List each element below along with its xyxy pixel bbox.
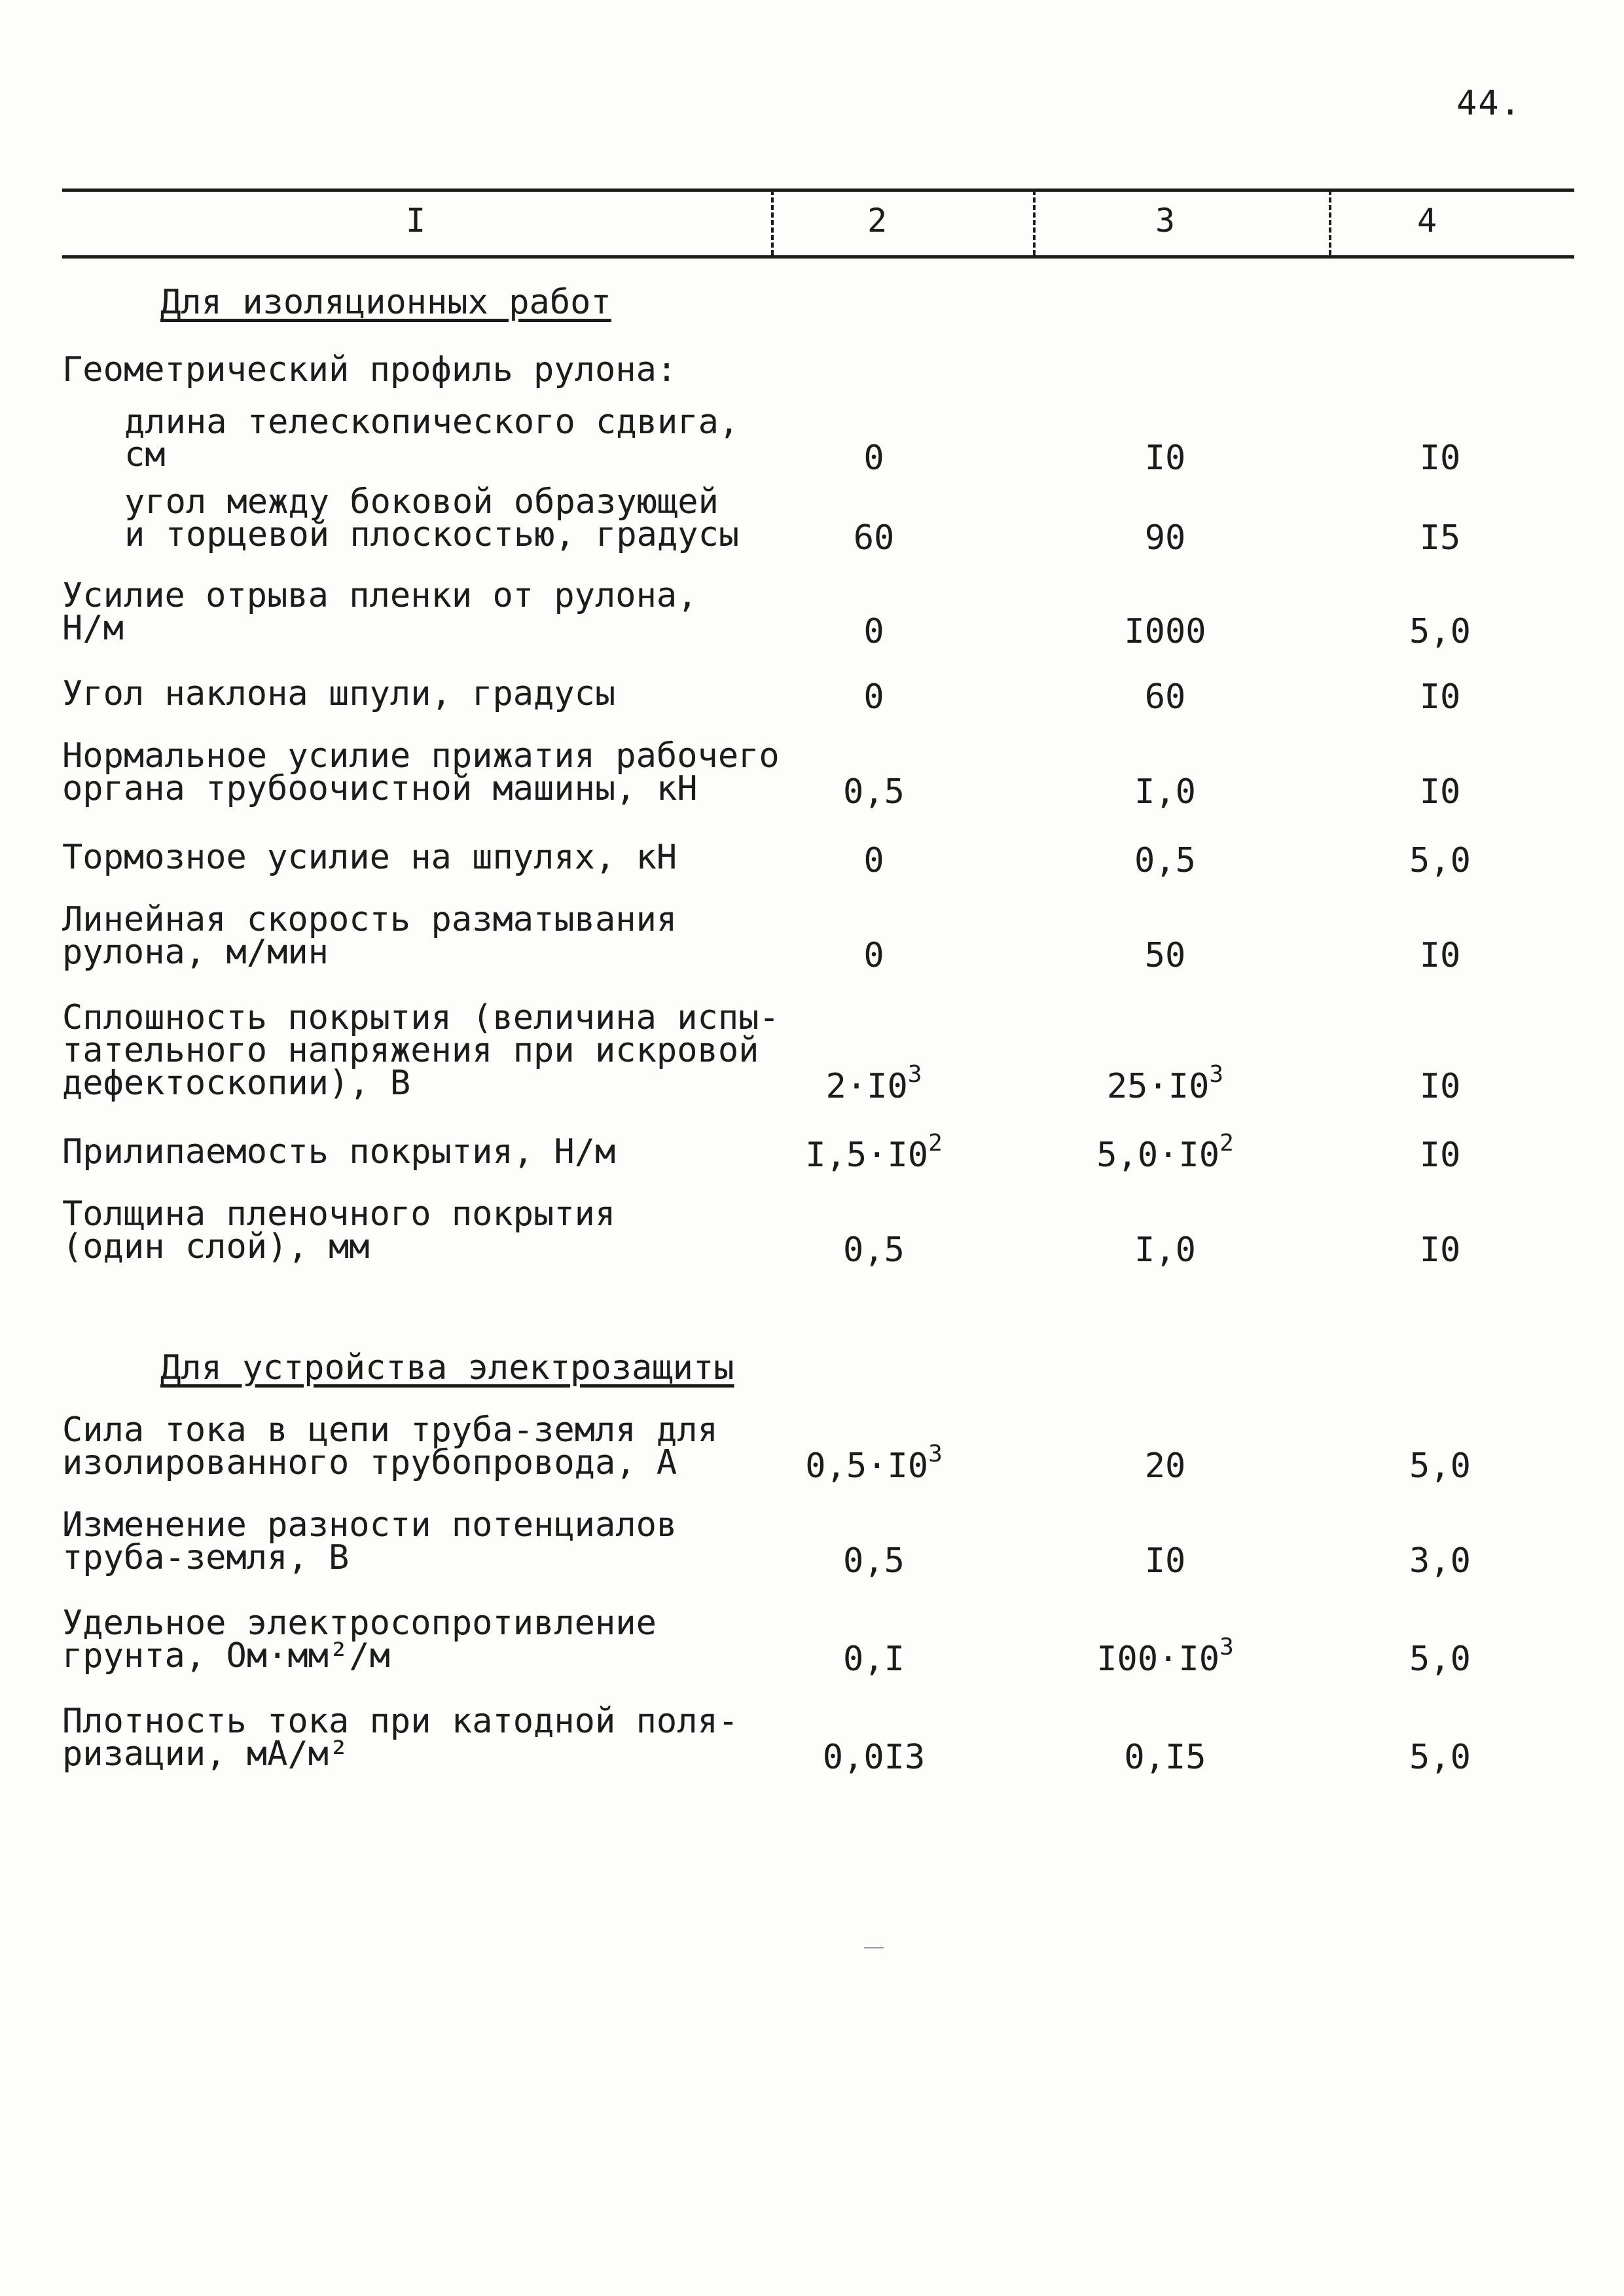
cell-value: 0,5 — [843, 1541, 905, 1581]
cell-value: I0 — [1419, 439, 1461, 478]
table-cell-col2 — [756, 612, 992, 651]
cell-value: 0 — [863, 612, 884, 651]
cell-value: I000 — [1124, 612, 1206, 651]
table-cell-col4 — [1322, 772, 1558, 812]
cell-value: I00·I0 — [1096, 1640, 1220, 1679]
row-label: угол между боковой образующей и торцевой плоскостью, градусы — [124, 482, 740, 554]
cell-value: 0 — [863, 936, 884, 975]
table-cell-col2 — [756, 439, 992, 478]
cell-value: 0,0I3 — [822, 1738, 926, 1777]
row-label: Прилипаемость покрытия, Н/м — [62, 1132, 616, 1172]
column-divider — [771, 190, 774, 255]
column-header-3: 3 — [1155, 202, 1176, 240]
table-cell-col4 — [1322, 677, 1558, 717]
cell-value: 0,I5 — [1124, 1738, 1206, 1777]
cell-exponent: 3 — [1219, 1634, 1234, 1660]
cell-value: 5,0 — [1409, 841, 1471, 880]
scan-speck — [864, 1947, 884, 1948]
table-cell-col2 — [756, 518, 992, 558]
table-cell-col4 — [1322, 439, 1558, 478]
cell-value: I0 — [1419, 772, 1461, 812]
table-cell-col4 — [1322, 1230, 1558, 1270]
column-divider — [1033, 190, 1036, 255]
cell-value: I0 — [1419, 677, 1461, 717]
cell-value: 25·I0 — [1106, 1067, 1210, 1106]
table-cell-col3 — [1047, 1230, 1283, 1270]
table-top-rule — [62, 188, 1574, 192]
table-cell-col4 — [1322, 518, 1558, 558]
table-cell-col2 — [756, 1541, 992, 1581]
table-cell-col4 — [1322, 612, 1558, 651]
table-cell-col2 — [756, 677, 992, 717]
row-label: Усилие отрыва пленки от рулона, Н/м — [62, 576, 698, 648]
table-cell-col2 — [756, 1738, 992, 1777]
cell-value: 0 — [863, 439, 884, 478]
table-cell-col3 — [1047, 1061, 1283, 1106]
cell-value: 5,0·I0 — [1096, 1136, 1220, 1175]
row-label: Угол наклона шпули, градусы — [62, 674, 616, 713]
cell-value: 0,5 — [843, 1230, 905, 1270]
table-cell-col4 — [1322, 936, 1558, 975]
section-title: Для изоляционных работ — [160, 283, 611, 322]
cell-value: 0 — [863, 677, 884, 717]
cell-value: 90 — [1144, 518, 1186, 558]
row-label: Нормальное усилие прижатия рабочего органа трубоочистной машины, кН — [62, 736, 780, 808]
row-label: Тормозное усилие на шпулях, кН — [62, 838, 677, 877]
table-cell-col4 — [1322, 1640, 1558, 1679]
table-cell-col3 — [1047, 936, 1283, 975]
table-header-rule — [62, 255, 1574, 259]
table-cell-col4 — [1322, 1067, 1558, 1106]
cell-value: I,5·I0 — [805, 1136, 929, 1175]
cell-value: I,0 — [1134, 1230, 1196, 1270]
row-label: Сплошность покрытия (величина испы- тательного напряжения при искровой дефектоскопии), В — [62, 998, 780, 1103]
table-cell-col4 — [1322, 1738, 1558, 1777]
column-header-4: 4 — [1416, 202, 1437, 240]
cell-value: 50 — [1144, 936, 1186, 975]
cell-value: 20 — [1144, 1446, 1186, 1486]
table-cell-col3 — [1047, 677, 1283, 717]
table-cell-col4 — [1322, 841, 1558, 880]
table-cell-col4 — [1322, 1136, 1558, 1175]
cell-value: 5,0 — [1409, 1640, 1471, 1679]
cell-value: 0 — [863, 841, 884, 880]
cell-value: 0,5·I0 — [805, 1446, 929, 1486]
table-cell-col2 — [756, 772, 992, 812]
row-label: Линейная скорость разматывания рулона, м/мин — [62, 900, 677, 972]
table-cell-col2 — [756, 936, 992, 975]
cell-value: 0,5 — [1134, 841, 1196, 880]
cell-value: I0 — [1419, 1136, 1461, 1175]
column-header-2: 2 — [867, 202, 888, 240]
cell-value: I0 — [1419, 936, 1461, 975]
page-number: 44. — [1456, 84, 1522, 123]
cell-value: 0,5 — [843, 772, 905, 812]
cell-value: I5 — [1419, 518, 1461, 558]
row-label: длина телескопического сдвига, см — [124, 403, 740, 475]
table-cell-col2 — [756, 1130, 992, 1175]
table-cell-col3 — [1047, 1634, 1283, 1679]
cell-value: 5,0 — [1409, 1446, 1471, 1486]
cell-exponent: 3 — [928, 1441, 943, 1467]
cell-exponent: 2 — [928, 1130, 943, 1157]
table-cell-col3 — [1047, 612, 1283, 651]
cell-value: 3,0 — [1409, 1541, 1471, 1581]
cell-value: 0,I — [843, 1640, 905, 1679]
table-cell-col3 — [1047, 1738, 1283, 1777]
row-label: Плотность тока при катодной поля- ризации, мА/м² — [62, 1702, 739, 1774]
cell-exponent: 3 — [1209, 1061, 1224, 1088]
row-label: Сила тока в цепи труба-земля для изолированного трубопровода, А — [62, 1410, 718, 1482]
table-cell-col2 — [756, 1640, 992, 1679]
row-heading: Геометрический профиль рулона: — [62, 350, 677, 389]
table-cell-col3 — [1047, 1541, 1283, 1581]
column-divider — [1329, 190, 1331, 255]
cell-value: I,0 — [1134, 772, 1196, 812]
cell-value: 60 — [853, 518, 895, 558]
table-cell-col4 — [1322, 1446, 1558, 1486]
cell-value: I0 — [1144, 439, 1186, 478]
cell-value: I0 — [1419, 1067, 1461, 1106]
cell-value: 5,0 — [1409, 1738, 1471, 1777]
table-cell-col2 — [756, 1441, 992, 1486]
cell-value: 2·I0 — [825, 1067, 908, 1106]
table-cell-col2 — [756, 841, 992, 880]
section-title: Для устройства электрозащиты — [160, 1348, 734, 1388]
cell-value: I0 — [1144, 1541, 1186, 1581]
table-cell-col4 — [1322, 1541, 1558, 1581]
row-label: Толщина пленочного покрытия (один слой), мм — [62, 1194, 616, 1266]
table-cell-col2 — [756, 1230, 992, 1270]
table-cell-col3 — [1047, 841, 1283, 880]
cell-exponent: 3 — [907, 1061, 922, 1088]
cell-exponent: 2 — [1219, 1130, 1234, 1157]
table-cell-col2 — [756, 1061, 992, 1106]
row-label: Изменение разности потенциалов труба-земля, В — [62, 1505, 677, 1577]
row-label: Удельное электросопротивление грунта, Ом·мм²/м — [62, 1604, 657, 1676]
cell-value: 60 — [1144, 677, 1186, 717]
column-header-1: I — [405, 202, 426, 240]
table-cell-col3 — [1047, 439, 1283, 478]
table-cell-col3 — [1047, 1446, 1283, 1486]
table-cell-col3 — [1047, 518, 1283, 558]
table-cell-col3 — [1047, 1130, 1283, 1175]
table-cell-col3 — [1047, 772, 1283, 812]
cell-value: I0 — [1419, 1230, 1461, 1270]
cell-value: 5,0 — [1409, 612, 1471, 651]
